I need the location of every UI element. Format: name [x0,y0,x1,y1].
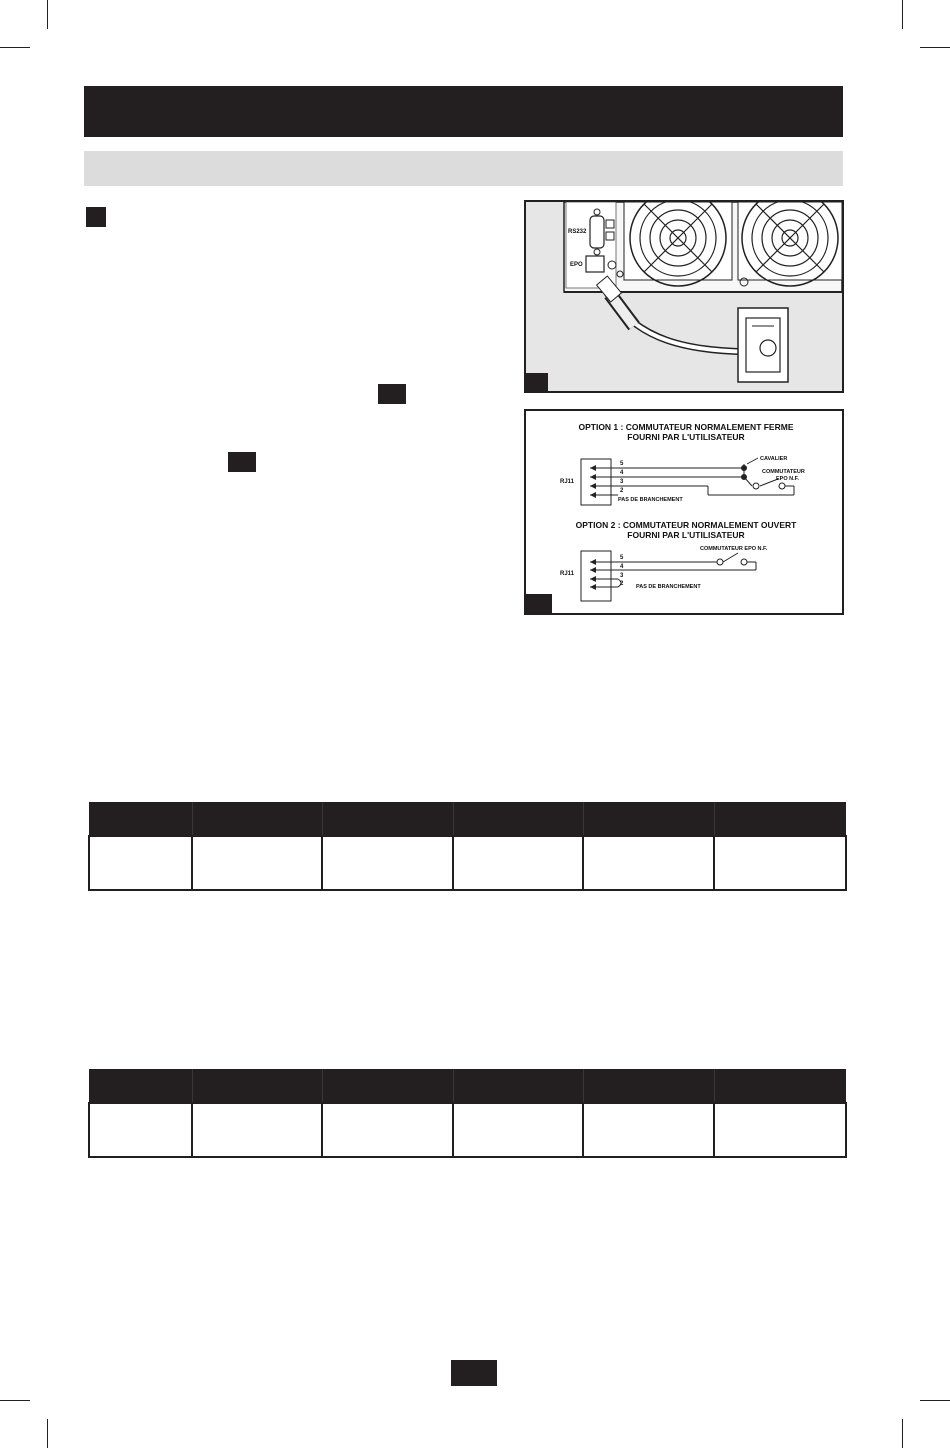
table-row [89,836,846,890]
option2-pin-2: 2 [620,581,624,587]
option2-no-connection-label: PAS DE BRANCHEMENT [636,584,701,590]
option2-pin-3: 3 [620,573,624,579]
table-header-cell [192,1069,322,1103]
option1-switch-label-2: EPO N.F. [776,476,799,482]
spec-table-2 [88,1069,847,1158]
table-header-cell [89,1069,192,1103]
rear-panel-illustration [526,202,842,391]
crop-mark [47,1419,48,1448]
option1-switch-label-1: COMMUTATEUR [762,469,805,475]
option2-pin-4: 4 [620,564,624,570]
epo-switch-icon [738,308,788,382]
table-cell [583,836,714,890]
table-cell [89,836,192,890]
rs232-label: RS232 [568,229,587,235]
step-number-marker [86,207,106,227]
table-header-cell [453,1069,583,1103]
figure-reference-a [378,384,406,404]
option2-title-line2: FOURNI PAR L'UTILISATEUR [627,530,745,540]
table-header-cell [89,802,192,836]
crop-mark [47,0,48,29]
table-header-cell [714,802,846,836]
crop-mark [920,47,950,48]
table-header-row [89,802,846,836]
table-header-cell [192,802,322,836]
option1-no-connection-label: PAS DE BRANCHEMENT [618,497,683,503]
option2-switch-label: COMMUTATEUR EPO N.F. [700,546,768,552]
option1-jumper-label: CAVALIER [760,456,788,462]
table-header-cell [453,802,583,836]
section-header-bar [84,86,843,137]
crop-mark [902,1419,903,1448]
table-header-cell [322,1069,453,1103]
table-cell [322,836,453,890]
fan-left-icon [624,202,732,286]
option1-pin-3: 3 [620,479,624,485]
table-cell [89,1103,192,1157]
table-cell [192,1103,322,1157]
fan-right-icon [738,202,842,286]
option1-title-line2: FOURNI PAR L'UTILISATEUR [627,432,745,442]
table-cell [322,1103,453,1157]
table-header-row [89,1069,846,1103]
option1-connector-label: RJ11 [560,479,575,485]
page-number-block [451,1360,497,1386]
crop-mark [0,1400,30,1401]
table-row [89,1103,846,1157]
table-header-cell [583,1069,714,1103]
subsection-header-bar [84,151,843,186]
spec-table-1 [88,802,847,891]
table-cell [583,1103,714,1157]
option1-title-line1: OPTION 1 : COMMUTATEUR NORMALEMENT FERME [578,422,794,432]
table-cell [192,836,322,890]
epo-wiring-diagram [526,411,842,613]
option1-pin-4: 4 [620,470,624,476]
table-header-cell [322,802,453,836]
figure-reference-b [228,452,256,472]
option2-title-line1: OPTION 2 : COMMUTATEUR NORMALEMENT OUVERT [575,520,797,530]
option1-pin-2: 2 [620,488,624,494]
table-header-cell [714,1069,846,1103]
epo-label: EPO [570,262,583,268]
table-cell [714,1103,846,1157]
table-cell [453,1103,583,1157]
crop-mark [0,47,30,48]
table-header-cell [583,802,714,836]
table-cell [714,836,846,890]
figure-label-b [526,594,552,613]
figure-b-wiring-diagram [524,409,844,615]
crop-mark [920,1400,950,1401]
crop-mark [902,0,903,29]
option1-pin-5: 5 [620,461,624,467]
rs232-port-icon [590,216,604,248]
table-cell [453,836,583,890]
epo-port-icon [586,256,604,272]
figure-a-rear-panel [524,200,844,393]
option2-pin-5: 5 [620,555,624,561]
figure-label-a [526,373,548,391]
option2-connector-label: RJ11 [560,571,575,577]
